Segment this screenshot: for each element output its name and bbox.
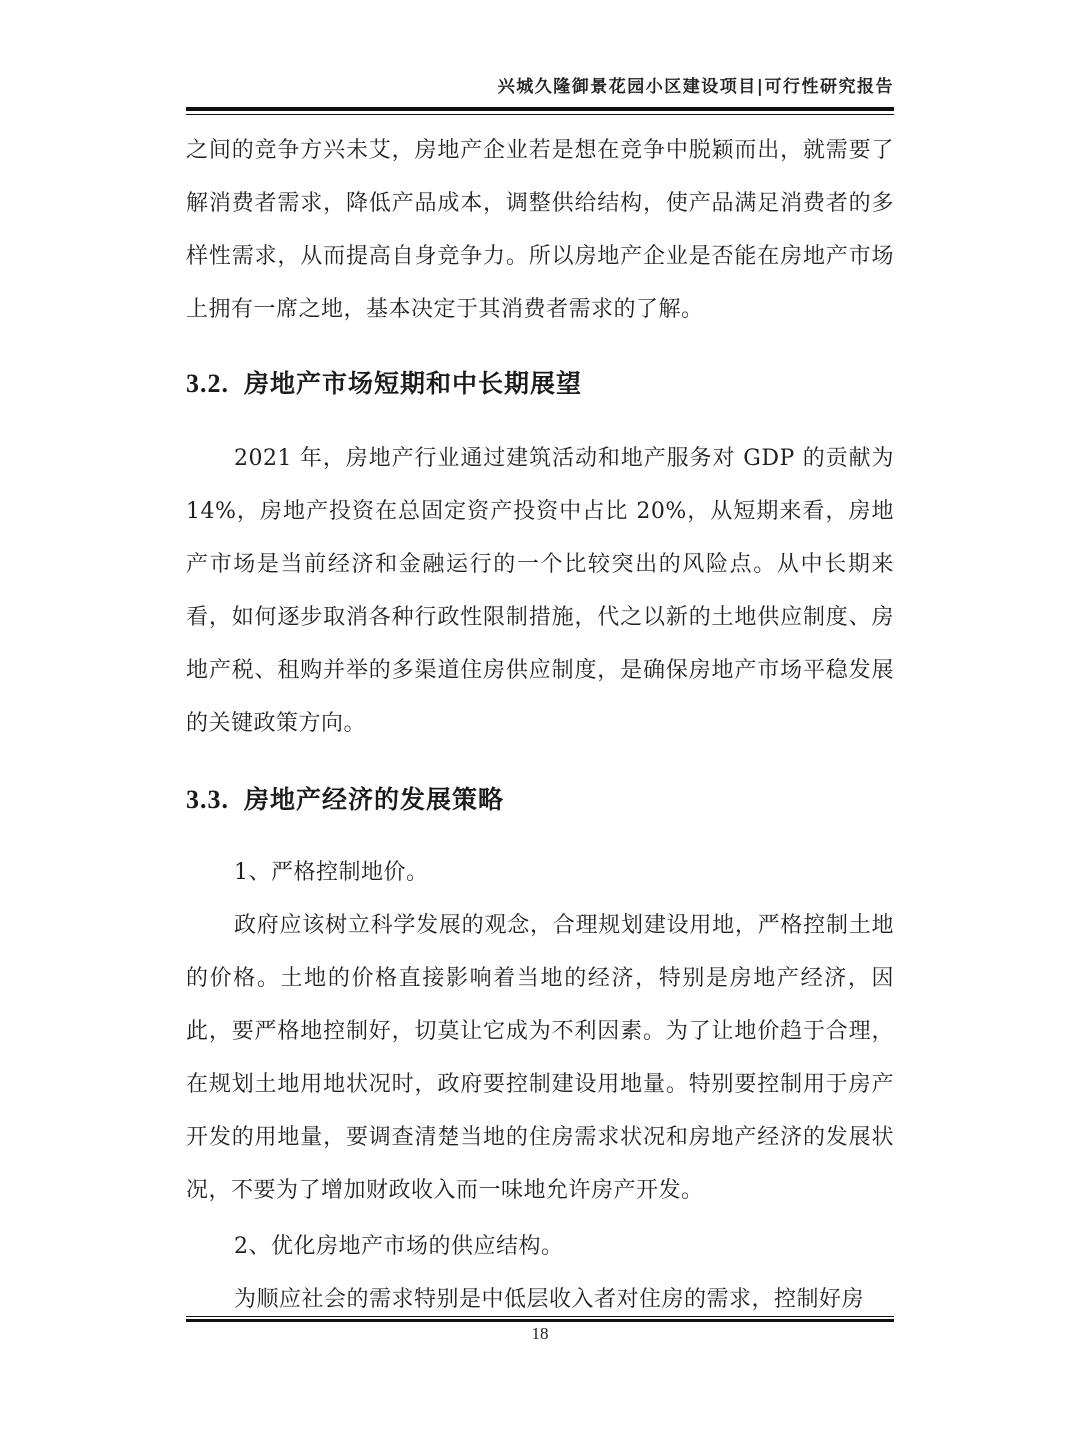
section-number: 3.3. — [186, 785, 229, 814]
section-title: 房地产经济的发展策略 — [244, 785, 505, 814]
header-rule-thin — [186, 114, 894, 115]
section-title: 房地产市场短期和中长期展望 — [244, 369, 583, 398]
list-item-2: 2、优化房地产市场的供应结构。 — [234, 1234, 564, 1259]
list-item-1-paragraph: 政府应该树立科学发展的观念，合理规划建设用地，严格控制土地的价格。土地的价格直接影响着当地的经济，特别是房地产经济，因此，要严格地控制好，切莫让它成为不利因素。为了让地价趋于合理，在规划土地用地状况时，政府要控制建设用地量。特别要控制用于房产开发的用地量，要调查清楚当地的住房需求状况和房地产经济的发展状况，不要为了增加财政收入而一味地允许房产开发。 — [186, 913, 894, 1203]
section-3-2-paragraph: 2021 年，房地产行业通过建筑活动和地产服务对 GDP 的贡献为14%，房地产投资在总固定资产投资中占比 20%，从短期来看，房地产市场是当前经济和金融运行的一个比较突出的风险点。从中长期来看，如何逐步取消各种行政性限制措施，代之以新的土地供应制度、房地产税、租购并举的多渠道住房供应制度，是确保房地产市场平稳发展的关键政策方向。 — [186, 446, 894, 736]
intro-paragraph: 之间的竞争方兴未艾，房地产企业若是想在竞争中脱颖而出，就需要了解消费者需求，降低产品成本，调整供给结构，使产品满足消费者的多样性需求，从而提高自身竞争力。所以房地产企业是否能在房地产市场上拥有一席之地，基本决定于其消费者需求的了解。 — [186, 138, 894, 322]
page-number: 18 — [531, 1324, 549, 1343]
section-heading-3-3 — [186, 780, 894, 820]
list-item-1: 1、严格控制地价。 — [234, 860, 429, 885]
header-title: 兴城久隆御景花园小区建设项目|可行性研究报告 — [497, 77, 894, 97]
section-number: 3.2. — [186, 369, 229, 398]
footer-rule-thick — [186, 1319, 894, 1322]
list-item-2-paragraph: 为顺应社会的需求特别是中低层收入者对住房的需求，控制好房 — [234, 1287, 865, 1312]
footer-rule-thin — [186, 1316, 894, 1317]
header-rule-thick — [186, 107, 894, 111]
section-heading-3-2 — [186, 364, 894, 404]
